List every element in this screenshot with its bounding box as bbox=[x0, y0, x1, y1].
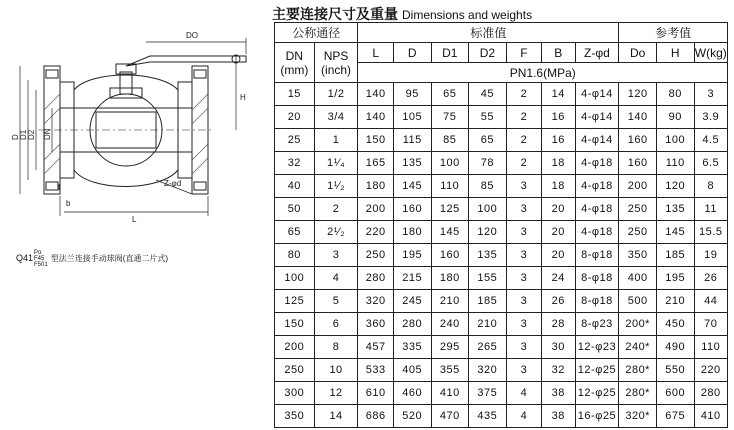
table-cell: 16 bbox=[542, 129, 575, 152]
table-cell: 3 bbox=[506, 336, 541, 359]
dim-z-phi-d-label: Z-φd bbox=[164, 179, 182, 188]
table-cell: 150 bbox=[275, 313, 315, 336]
table-cell: 78 bbox=[469, 152, 507, 175]
table-cell: 55 bbox=[469, 106, 507, 129]
table-cell: 210 bbox=[469, 313, 507, 336]
table-cell: 185 bbox=[469, 290, 507, 313]
table-cell: 490 bbox=[656, 336, 694, 359]
table-cell: 280 bbox=[393, 313, 431, 336]
table-cell: 140 bbox=[358, 83, 393, 106]
table-cell: 280 bbox=[358, 267, 393, 290]
table-cell: 200 bbox=[275, 336, 315, 359]
table-cell: 435 bbox=[469, 405, 507, 428]
table-row bbox=[275, 267, 728, 290]
table-cell: 12-φ25 bbox=[575, 382, 619, 405]
table-cell: 220 bbox=[694, 359, 728, 382]
table-cell: 185 bbox=[656, 244, 694, 267]
table-cell: 200 bbox=[358, 198, 393, 221]
table-cell: 65 bbox=[275, 221, 315, 244]
table-cell: 405 bbox=[393, 359, 431, 382]
col-header-d1: D1 bbox=[431, 43, 469, 63]
table-row bbox=[275, 129, 728, 152]
nps-header: NPS (inch) bbox=[314, 43, 358, 83]
table-cell: 500 bbox=[619, 290, 657, 313]
table-cell: 120 bbox=[619, 83, 657, 106]
table-cell: 50 bbox=[275, 198, 315, 221]
group-nominal: 公称通径 bbox=[275, 23, 358, 43]
table-cell: 110 bbox=[431, 175, 469, 198]
table-cell: 80 bbox=[275, 244, 315, 267]
table-cell: 250 bbox=[358, 244, 393, 267]
table-cell: 320 bbox=[358, 290, 393, 313]
table-cell: 85 bbox=[431, 129, 469, 152]
table-cell: 75 bbox=[431, 106, 469, 129]
table-cell: 38 bbox=[542, 382, 575, 405]
table-cell: 4-φ18 bbox=[575, 175, 619, 198]
bolt-bottom-right bbox=[194, 182, 206, 190]
table-cell: 3.9 bbox=[694, 106, 728, 129]
table-cell: 65 bbox=[469, 129, 507, 152]
table-cell: 100 bbox=[275, 267, 315, 290]
table-title bbox=[272, 4, 532, 24]
table-cell: 3 bbox=[506, 313, 541, 336]
col-header-weight: W(kg) bbox=[694, 43, 728, 63]
bolt-bottom-left bbox=[46, 182, 58, 190]
table-cell: 220 bbox=[358, 221, 393, 244]
title-en: Dimensions and weights bbox=[402, 8, 533, 22]
dimensions-table bbox=[274, 22, 728, 428]
table-cell: 240 bbox=[431, 313, 469, 336]
table-cell: 2 bbox=[506, 83, 541, 106]
table-cell: 600 bbox=[656, 382, 694, 405]
table-cell: 38 bbox=[542, 405, 575, 428]
table-cell: 14 bbox=[542, 83, 575, 106]
table-cell: 120 bbox=[656, 175, 694, 198]
col-header-z-phi-d: Z-φd bbox=[575, 43, 619, 63]
table-cell: 195 bbox=[656, 267, 694, 290]
table-cell: 65 bbox=[431, 83, 469, 106]
table-cell: 1¹⁄₄ bbox=[314, 152, 358, 175]
table-cell: 375 bbox=[469, 382, 507, 405]
table-cell: 160 bbox=[393, 198, 431, 221]
bolt-top-left bbox=[46, 70, 58, 78]
table-cell: 95 bbox=[393, 83, 431, 106]
table-cell: 135 bbox=[469, 244, 507, 267]
table-cell: 200* bbox=[619, 313, 657, 336]
table-cell: 245 bbox=[393, 290, 431, 313]
table-cell: 135 bbox=[656, 198, 694, 221]
table-cell: 400 bbox=[619, 267, 657, 290]
table-cell: 295 bbox=[431, 336, 469, 359]
table-cell: 4 bbox=[506, 382, 541, 405]
table-row bbox=[275, 221, 728, 244]
table-row bbox=[275, 382, 728, 405]
table-cell: 3/4 bbox=[314, 106, 358, 129]
model-code: Q41 bbox=[16, 253, 34, 264]
table-cell: 300 bbox=[275, 382, 315, 405]
dn-header: DN (mm) bbox=[275, 43, 315, 83]
drawing-caption bbox=[16, 250, 168, 268]
table-cell: 165 bbox=[358, 152, 393, 175]
table-cell: 3 bbox=[506, 244, 541, 267]
table-cell: 350 bbox=[275, 405, 315, 428]
dim-b-label: b bbox=[66, 199, 71, 208]
caption-text: 型法兰连接手动球阀(直通二片式) bbox=[50, 254, 169, 264]
table-cell: 200 bbox=[619, 175, 657, 198]
table-cell: 26 bbox=[542, 290, 575, 313]
table-cell: 30 bbox=[542, 336, 575, 359]
table-row bbox=[275, 106, 728, 129]
table-cell: 160 bbox=[431, 244, 469, 267]
table-row bbox=[275, 359, 728, 382]
col-header-l: L bbox=[358, 43, 393, 63]
table-cell: 20 bbox=[542, 198, 575, 221]
table-cell: 4-φ18 bbox=[575, 152, 619, 175]
table-row bbox=[275, 152, 728, 175]
table-cell: 320 bbox=[469, 359, 507, 382]
table-cell: 3 bbox=[694, 83, 728, 106]
table-cell: 2 bbox=[506, 106, 541, 129]
table-cell: 250 bbox=[619, 221, 657, 244]
table-cell: 45 bbox=[469, 83, 507, 106]
col-header-h: H bbox=[656, 43, 694, 63]
gland bbox=[110, 88, 142, 98]
valve-section-drawing bbox=[0, 0, 272, 430]
table-cell: 2 bbox=[506, 129, 541, 152]
table-cell: 450 bbox=[656, 313, 694, 336]
table-cell: 12 bbox=[314, 382, 358, 405]
table-cell: 195 bbox=[393, 244, 431, 267]
table-cell: 155 bbox=[469, 267, 507, 290]
table-cell: 140 bbox=[619, 106, 657, 129]
table-cell: 457 bbox=[358, 336, 393, 359]
table-cell: 3 bbox=[506, 267, 541, 290]
table-cell: 11 bbox=[694, 198, 728, 221]
table-cell: 16-φ25 bbox=[575, 405, 619, 428]
table-cell: 160 bbox=[619, 152, 657, 175]
table-cell: 85 bbox=[469, 175, 507, 198]
group-standard: 标准值 bbox=[358, 23, 619, 43]
table-cell: 115 bbox=[393, 129, 431, 152]
table-cell: 610 bbox=[358, 382, 393, 405]
table-cell: 3 bbox=[506, 175, 541, 198]
dim-f-label: f bbox=[58, 183, 61, 192]
table-cell: 520 bbox=[393, 405, 431, 428]
dim-d2-label: D2 bbox=[27, 129, 36, 140]
table-row bbox=[275, 83, 728, 106]
table-cell: 280* bbox=[619, 359, 657, 382]
col-header-f: F bbox=[506, 43, 541, 63]
table-cell: 5 bbox=[314, 290, 358, 313]
table-cell: 460 bbox=[393, 382, 431, 405]
table-row bbox=[275, 175, 728, 198]
table-cell: 410 bbox=[694, 405, 728, 428]
table-cell: 1 bbox=[314, 129, 358, 152]
table-cell: 90 bbox=[656, 106, 694, 129]
table-row bbox=[275, 198, 728, 221]
dim-h-label: H bbox=[240, 93, 246, 102]
table-cell: 110 bbox=[694, 336, 728, 359]
group-reference: 参考值 bbox=[619, 23, 728, 43]
table-cell: 180 bbox=[431, 267, 469, 290]
table-cell: 3 bbox=[314, 244, 358, 267]
table-cell: 125 bbox=[275, 290, 315, 313]
dim-l-label: L bbox=[132, 215, 137, 224]
title-zh: 主要连接尺寸及重量 bbox=[272, 6, 398, 22]
table-cell: 26 bbox=[694, 267, 728, 290]
col-header-d2: D2 bbox=[469, 43, 507, 63]
table-cell: 20 bbox=[542, 244, 575, 267]
table-cell: 675 bbox=[656, 405, 694, 428]
table-cell: 20 bbox=[542, 221, 575, 244]
handle-lever bbox=[126, 56, 246, 66]
table-cell: 180 bbox=[358, 175, 393, 198]
dim-d-label: D bbox=[11, 134, 20, 140]
table-cell: 355 bbox=[431, 359, 469, 382]
table-cell: 14 bbox=[314, 405, 358, 428]
table-cell: 18 bbox=[542, 152, 575, 175]
table-cell: 28 bbox=[542, 313, 575, 336]
table-cell: 250 bbox=[619, 198, 657, 221]
pressure-class: PN1.6(MPa) bbox=[358, 63, 728, 83]
table-cell: 8-φ18 bbox=[575, 290, 619, 313]
table-cell: 2 bbox=[506, 152, 541, 175]
table-cell: 40 bbox=[275, 175, 315, 198]
table-cell: 150 bbox=[358, 129, 393, 152]
table-cell: 80 bbox=[656, 83, 694, 106]
table-cell: 470 bbox=[431, 405, 469, 428]
table-cell: 686 bbox=[358, 405, 393, 428]
table-cell: 3 bbox=[506, 198, 541, 221]
table-cell: 1¹⁄₂ bbox=[314, 175, 358, 198]
table-cell: 280 bbox=[694, 382, 728, 405]
table-row bbox=[275, 290, 728, 313]
table-cell: 3 bbox=[506, 221, 541, 244]
bolt-top-right bbox=[194, 70, 206, 78]
table-cell: 16 bbox=[542, 106, 575, 129]
model-suffixes: Po F45 F501 bbox=[34, 250, 48, 268]
table-cell: 6 bbox=[314, 313, 358, 336]
table-cell: 25 bbox=[275, 129, 315, 152]
table-cell: 8 bbox=[694, 175, 728, 198]
table-cell: 145 bbox=[393, 175, 431, 198]
table-cell: 8-φ18 bbox=[575, 267, 619, 290]
table-cell: 44 bbox=[694, 290, 728, 313]
table-cell: 18 bbox=[542, 175, 575, 198]
table-cell: 160 bbox=[619, 129, 657, 152]
table-cell: 335 bbox=[393, 336, 431, 359]
table-cell: 125 bbox=[431, 198, 469, 221]
table-cell: 265 bbox=[469, 336, 507, 359]
table-cell: 100 bbox=[469, 198, 507, 221]
table-cell: 145 bbox=[656, 221, 694, 244]
table-cell: 110 bbox=[656, 152, 694, 175]
table-cell: 210 bbox=[656, 290, 694, 313]
table-cell: 3 bbox=[506, 359, 541, 382]
col-header-b: B bbox=[542, 43, 575, 63]
dim-d1-label: D1 bbox=[19, 129, 28, 140]
table-cell: 4 bbox=[506, 405, 541, 428]
table-cell: 32 bbox=[542, 359, 575, 382]
table-cell: 145 bbox=[431, 221, 469, 244]
table-cell: 4-φ18 bbox=[575, 198, 619, 221]
table-cell: 2¹⁄₂ bbox=[314, 221, 358, 244]
table-cell: 4-φ14 bbox=[575, 83, 619, 106]
table-cell: 100 bbox=[431, 152, 469, 175]
table-cell: 12-φ25 bbox=[575, 359, 619, 382]
table-cell: 105 bbox=[393, 106, 431, 129]
table-cell: 10 bbox=[314, 359, 358, 382]
table-cell: 8-φ23 bbox=[575, 313, 619, 336]
dim-do-label: DO bbox=[186, 31, 198, 40]
table-cell: 15.5 bbox=[694, 221, 728, 244]
table-row bbox=[275, 244, 728, 267]
table-cell: 4-φ14 bbox=[575, 129, 619, 152]
col-header-do: Do bbox=[619, 43, 657, 63]
table-cell: 4-φ18 bbox=[575, 221, 619, 244]
table-cell: 250 bbox=[275, 359, 315, 382]
table-cell: 350 bbox=[619, 244, 657, 267]
table-cell: 140 bbox=[358, 106, 393, 129]
table-cell: 3 bbox=[506, 290, 541, 313]
table-cell: 100 bbox=[656, 129, 694, 152]
table-cell: 240* bbox=[619, 336, 657, 359]
table-cell: 120 bbox=[469, 221, 507, 244]
table-cell: 410 bbox=[431, 382, 469, 405]
col-header-d: D bbox=[393, 43, 431, 63]
table-cell: 70 bbox=[694, 313, 728, 336]
header-row-columns bbox=[275, 43, 728, 63]
header-row-groups bbox=[275, 23, 728, 43]
table-cell: 20 bbox=[275, 106, 315, 129]
table-cell: 8 bbox=[314, 336, 358, 359]
table-cell: 8-φ18 bbox=[575, 244, 619, 267]
table-cell: 320* bbox=[619, 405, 657, 428]
table-row bbox=[275, 405, 728, 428]
table-cell: 360 bbox=[358, 313, 393, 336]
dim-dn-label: DN bbox=[43, 128, 52, 140]
table-cell: 1/2 bbox=[314, 83, 358, 106]
table-cell: 533 bbox=[358, 359, 393, 382]
table-row bbox=[275, 313, 728, 336]
table-cell: 180 bbox=[393, 221, 431, 244]
table-cell: 6.5 bbox=[694, 152, 728, 175]
table-cell: 32 bbox=[275, 152, 315, 175]
table-cell: 280* bbox=[619, 382, 657, 405]
table-cell: 4 bbox=[314, 267, 358, 290]
table-cell: 15 bbox=[275, 83, 315, 106]
table-body bbox=[275, 83, 728, 428]
table-cell: 2 bbox=[314, 198, 358, 221]
table-cell: 550 bbox=[656, 359, 694, 382]
table-cell: 24 bbox=[542, 267, 575, 290]
table-cell: 4-φ14 bbox=[575, 106, 619, 129]
table-cell: 4.5 bbox=[694, 129, 728, 152]
table-cell: 215 bbox=[393, 267, 431, 290]
table-cell: 210 bbox=[431, 290, 469, 313]
table-cell: 19 bbox=[694, 244, 728, 267]
table-row bbox=[275, 336, 728, 359]
table-cell: 135 bbox=[393, 152, 431, 175]
table-cell: 12-φ23 bbox=[575, 336, 619, 359]
